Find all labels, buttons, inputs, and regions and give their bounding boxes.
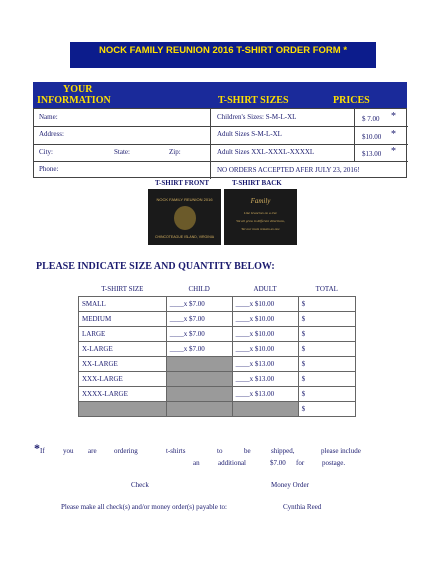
table-row: [79, 327, 356, 342]
size-cell: XXX-LARGE: [79, 372, 167, 387]
footnote-star: *: [34, 441, 40, 455]
your-label: YOUR: [63, 84, 93, 95]
total-cell[interactable]: $: [298, 312, 355, 327]
page-title: NOCK FAMILY REUNION 2016 T-SHIRT ORDER FORM *: [98, 45, 348, 56]
table-row: [79, 387, 356, 402]
adult-qty-cell[interactable]: ____x $13.00: [232, 372, 298, 387]
price-mark: *: [391, 129, 396, 140]
footnote-word: postage.: [322, 459, 346, 467]
zip-field[interactable]: Zip:: [169, 148, 181, 156]
footnote-word: are: [88, 447, 97, 455]
size-cell: XXXX-LARGE: [79, 387, 167, 402]
col-header-child: CHILD: [188, 285, 210, 293]
check-option: Check: [131, 481, 149, 489]
adult-qty-cell[interactable]: ____x $10.00: [232, 312, 298, 327]
front-text: NOCK FAMILY REUNION 2016: [156, 197, 213, 202]
size-cell: X-LARGE: [79, 342, 167, 357]
divider: [34, 144, 408, 145]
child-qty-cell[interactable]: ____x $7.00: [166, 297, 232, 312]
table-row: [79, 312, 356, 327]
footnote-word: please include: [321, 447, 361, 455]
adult-large-price: $13.00: [362, 150, 382, 158]
child-qty-cell[interactable]: ____x $7.00: [166, 327, 232, 342]
total-cell[interactable]: $: [298, 372, 355, 387]
col-header-size: T-SHIRT SIZE: [101, 285, 144, 293]
total-cell[interactable]: $: [298, 342, 355, 357]
tree-icon: [174, 206, 196, 230]
title-banner: [70, 42, 376, 68]
money-order-option: Money Order: [271, 481, 309, 489]
state-field[interactable]: State:: [114, 148, 130, 156]
footnote-word: t-shirts: [166, 447, 186, 455]
child-qty-cell-disabled: [166, 357, 232, 372]
adult-qty-cell[interactable]: ____x $13.00: [232, 357, 298, 372]
table-row: [79, 402, 356, 417]
tshirt-back-image: [224, 189, 297, 245]
size-cell: MEDIUM: [79, 312, 167, 327]
footnote-word: be: [244, 447, 251, 455]
child-qty-cell[interactable]: ____x $7.00: [166, 342, 232, 357]
payee-name: Cynthia Reed: [283, 503, 322, 511]
adult-qty-cell-disabled: [232, 402, 298, 417]
information-label: INFORMATION: [37, 95, 111, 106]
order-table: [78, 282, 356, 417]
footnote-word: for: [296, 459, 305, 467]
back-label: T-SHIRT BACK: [232, 179, 282, 187]
footnote-word: additional: [218, 459, 246, 467]
sizes-header: T-SHIRT SIZES: [218, 95, 289, 106]
address-field[interactable]: Address:: [39, 130, 64, 138]
adult-qty-cell[interactable]: ____x $10.00: [232, 297, 298, 312]
total-cell[interactable]: $: [298, 327, 355, 342]
child-qty-cell-disabled: [166, 402, 232, 417]
indicate-heading: PLEASE INDICATE SIZE AND QUANTITY BELOW:: [36, 261, 275, 272]
col-header-total: TOTAL: [315, 285, 338, 293]
size-cell: SMALL: [79, 297, 167, 312]
footnote-word: you: [63, 447, 74, 455]
adult-qty-cell[interactable]: ____x $10.00: [232, 342, 298, 357]
footnote-word: $7.00: [270, 459, 286, 467]
tshirt-front-image: [148, 189, 221, 245]
table-row: [79, 297, 356, 312]
divider: [34, 126, 408, 127]
footnote-word: ordering: [114, 447, 138, 455]
divider: [354, 109, 355, 161]
no-orders-notice: NO ORDERS ACCEPTED AFER JULY 23, 2016!: [217, 166, 360, 174]
divider: [34, 161, 408, 162]
total-cell[interactable]: $: [298, 297, 355, 312]
price-mark: *: [391, 111, 396, 122]
size-cell: XX-LARGE: [79, 357, 167, 372]
table-row: [79, 372, 356, 387]
adult-qty-cell[interactable]: ____x $13.00: [232, 387, 298, 402]
payable-text: Please make all check(s) and/or money order(s) payable to:: [61, 503, 227, 511]
back-line: Yet our roots remain as one: [241, 227, 280, 231]
footnote-word: an: [193, 459, 200, 467]
prices-header: PRICES: [333, 95, 370, 106]
child-qty-cell-disabled: [166, 387, 232, 402]
size-cell: LARGE: [79, 327, 167, 342]
name-field[interactable]: Name:: [39, 113, 58, 121]
city-field[interactable]: City:: [39, 148, 54, 156]
phone-field[interactable]: Phone:: [39, 165, 59, 173]
back-title: Family: [250, 197, 271, 205]
back-line: We all grow in different directions,: [236, 219, 285, 223]
child-qty-cell[interactable]: ____x $7.00: [166, 312, 232, 327]
footnote-word: shipped,: [271, 447, 295, 455]
table-row: [79, 357, 356, 372]
front-bottom: CHINCOTEAGUE ISLAND, VIRGINIA: [154, 235, 215, 239]
adult-qty-cell[interactable]: ____x $10.00: [232, 327, 298, 342]
child-qty-cell-disabled: [166, 372, 232, 387]
price-mark: *: [391, 146, 396, 157]
info-table: [33, 108, 407, 178]
adult-sizes: Adult Sizes S-M-L-XL: [217, 130, 282, 138]
total-cell[interactable]: $: [298, 387, 355, 402]
child-price: $ 7.00: [362, 115, 380, 123]
info-header: [33, 82, 407, 108]
footnote-word: If: [40, 447, 45, 455]
col-header-adult: ADULT: [253, 285, 277, 293]
adult-large-sizes: Adult Sizes XXL-XXXL-XXXXL: [217, 148, 315, 156]
footnote-word: to: [217, 447, 223, 455]
front-label: T-SHIRT FRONT: [155, 179, 210, 187]
table-row: [79, 342, 356, 357]
adult-price: $10.00: [362, 133, 382, 141]
back-line: Like branches on a tree: [244, 211, 277, 215]
grand-total-cell[interactable]: $: [298, 402, 355, 417]
children-sizes: Children's Sizes: S-M-L-XL: [217, 113, 297, 121]
total-cell[interactable]: $: [298, 357, 355, 372]
size-cell: [79, 402, 167, 417]
